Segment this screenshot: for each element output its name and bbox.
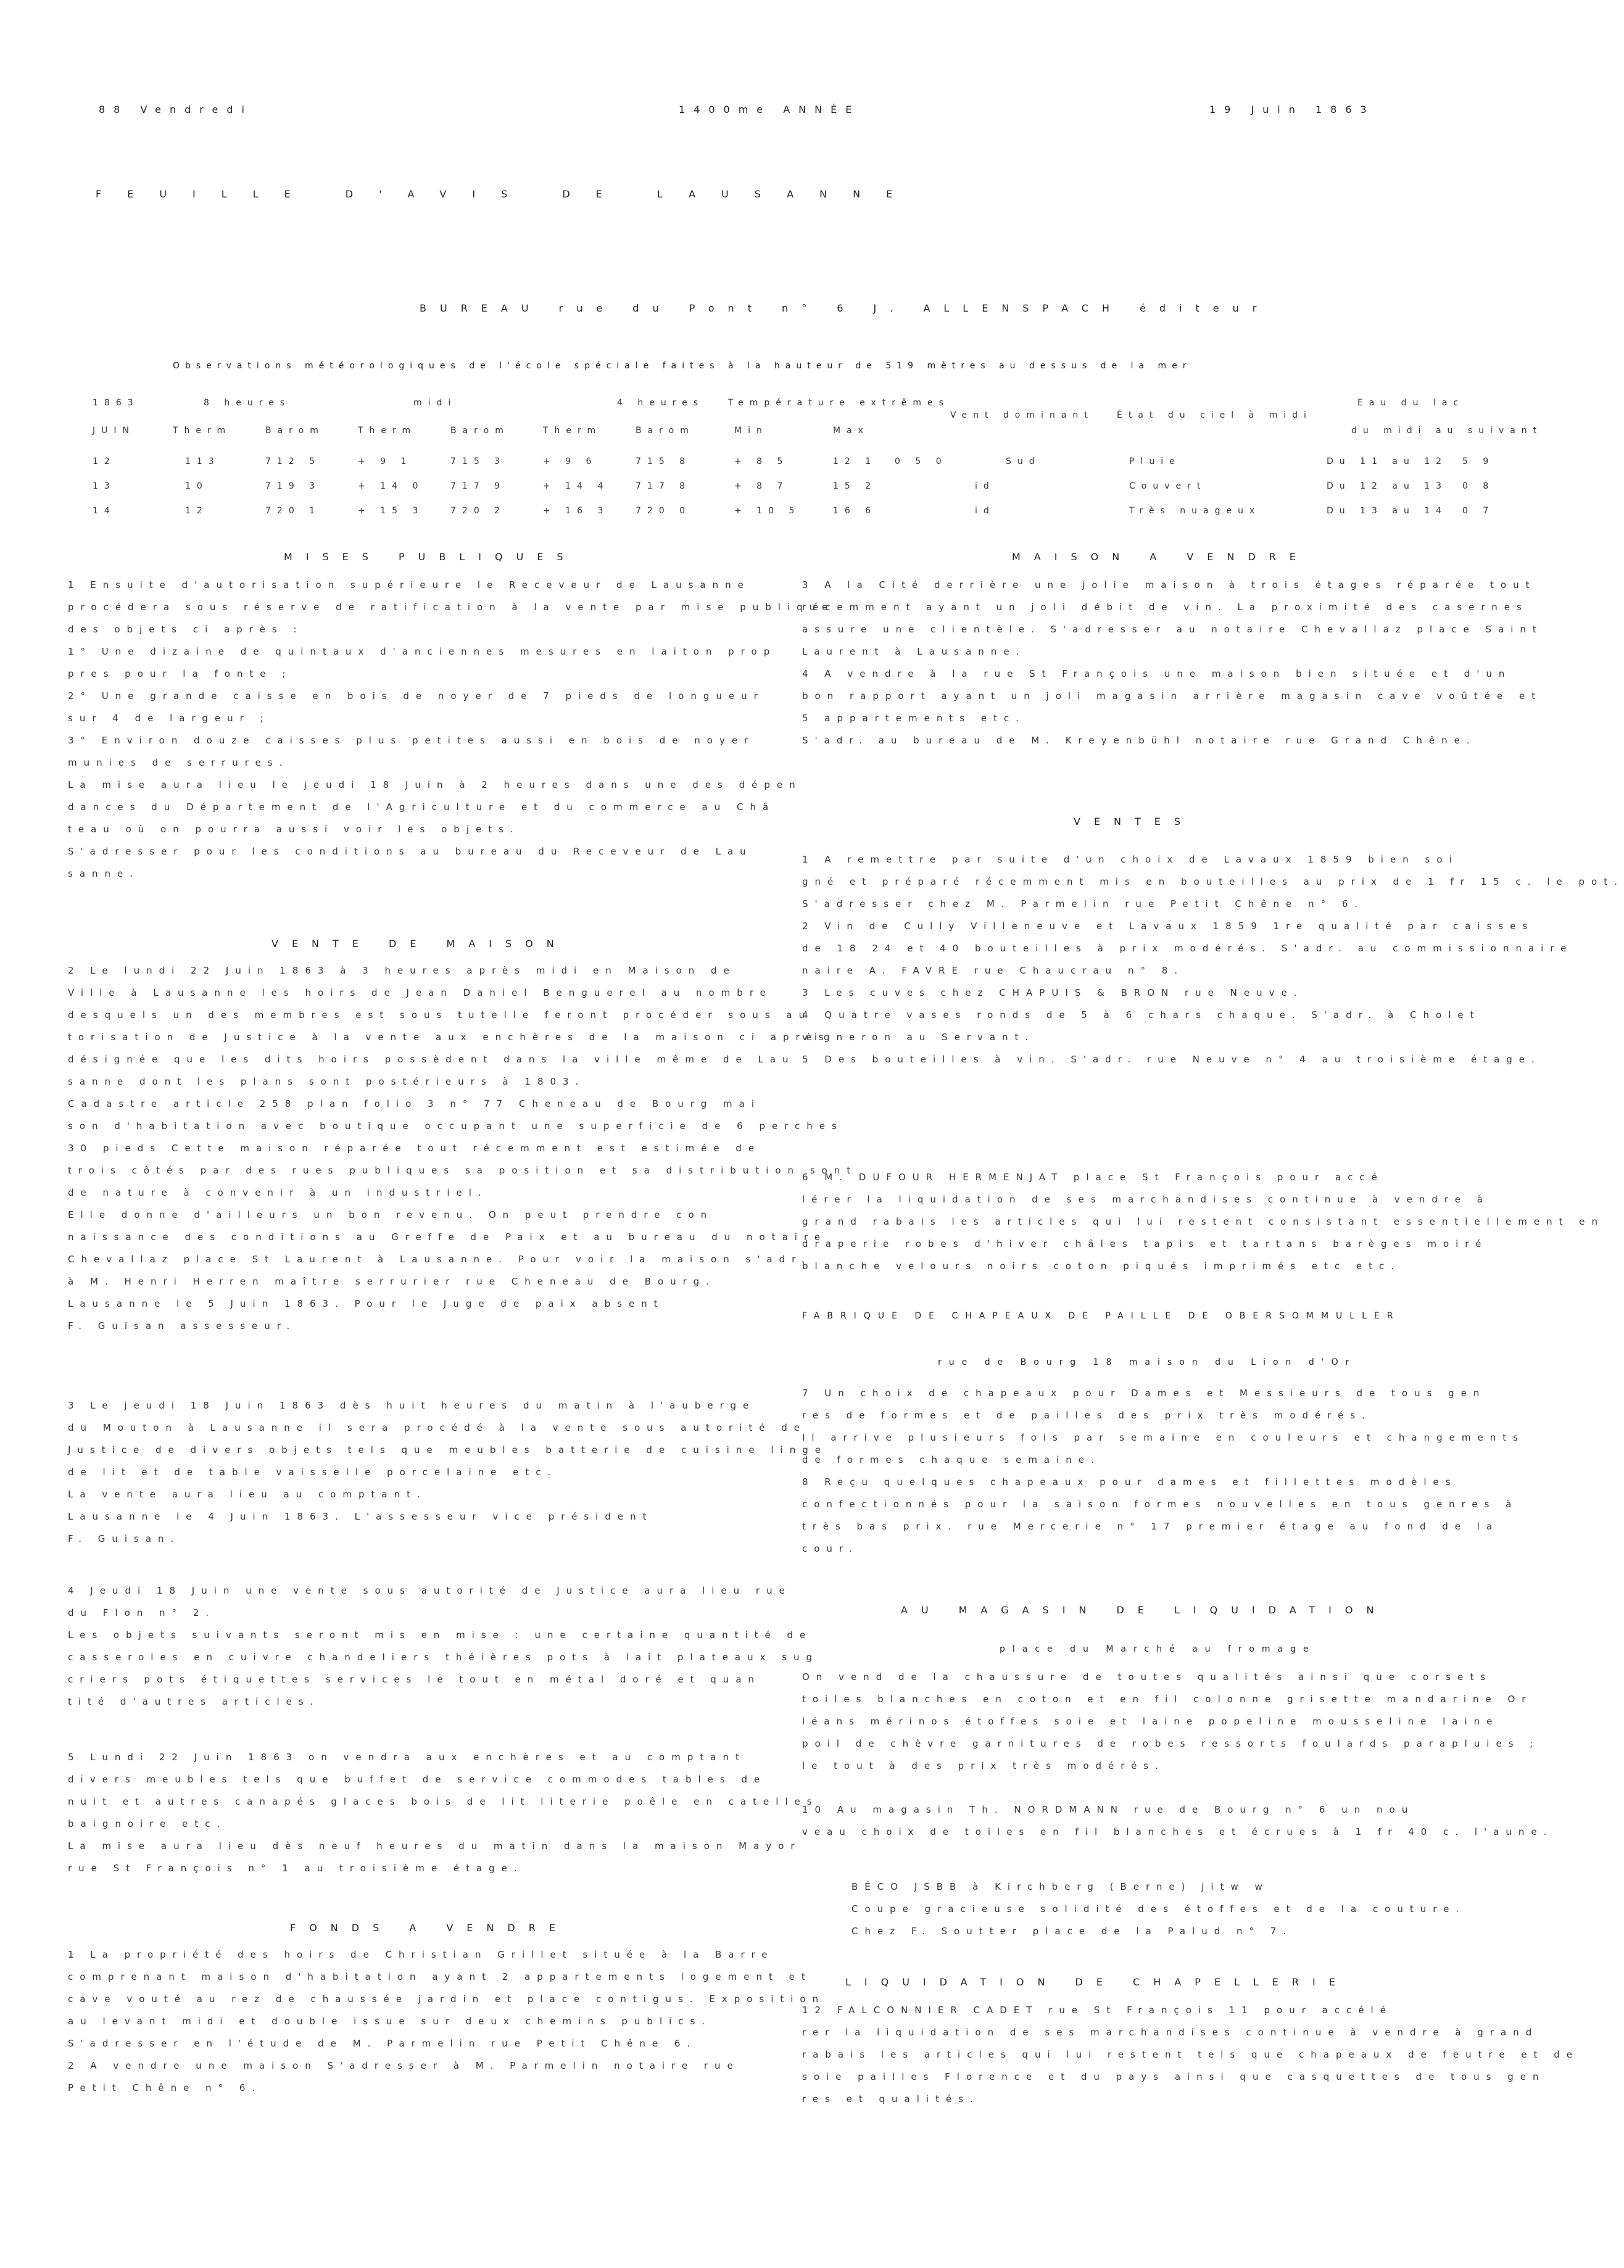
left-block-3: [68, 1394, 827, 1550]
right-block-1: [802, 574, 1543, 751]
obs-r1-c5: + 9 6: [543, 457, 598, 466]
obs-h1-vent: Vent dominant: [950, 410, 1094, 420]
text-line: Chevallaz place St Laurent à Lausanne. Pour voir la maison s'adr.: [68, 1254, 811, 1265]
obs-h1-temp: Température extrêmes: [728, 398, 950, 408]
text-line: blanche velours noirs coton piqués imprimés etc etc.: [802, 1260, 1401, 1272]
text-line: confectionnés pour la saison formes nouvelles en tous genres à: [802, 1499, 1518, 1510]
obs-r3-c3: + 15 3: [358, 506, 425, 516]
right-block-2: [802, 848, 1624, 1070]
left-block-5: [68, 1746, 819, 1879]
obs-r1-c10: Sud: [1006, 457, 1041, 466]
right-block-7: [851, 1876, 1518, 1942]
obs-h2-barom1: Barom: [265, 426, 325, 436]
text-line: res et qualités.: [802, 2093, 980, 2105]
obs-r2-c2: 719 3: [265, 481, 321, 491]
text-line: trois côtés par des rues publiques sa position et sa distribution sont: [68, 1165, 858, 1176]
text-line: rer la liquidation de ses marchandises continue à vendre à grand: [802, 2027, 1539, 2038]
text-line: casseroles en cuivre chandeliers théières pots à lait plateaux sug: [68, 1652, 819, 1663]
left-block-6: [68, 1943, 826, 2099]
text-line: léans mérinos étoffes soie et laine popeline mousseline laine: [802, 1716, 1499, 1727]
text-line: Cadastre article 258 plan folio 3 n° 77 Cheneau de Bourg mai: [68, 1098, 761, 1109]
text-line: grand rabais les articles qui lui restent consistant essentiellement en: [802, 1216, 1604, 1227]
text-line: poil de chèvre garnitures de robes ressorts foulards parapluies ;: [802, 1738, 1540, 1749]
text-line: La mise aura lieu le jeudi 18 Juin à 2 heures dans une des dépen: [68, 779, 802, 790]
text-line: 3 A la Cité derrière une jolie maison à trois étages réparée tout: [802, 579, 1536, 590]
obs-h1-eau: Eau du lac: [1357, 398, 1465, 408]
text-line: dances du Département de l'Agriculture et du commerce au Châ: [68, 801, 776, 813]
issue-number: 88 Vendredi: [99, 104, 253, 115]
text-line: 4 A vendre à la rue St François une maison bien située et d'un: [802, 668, 1512, 679]
text-line: de nature à convenir à un industriel.: [68, 1187, 488, 1198]
obs-r3-c12: Du 13 au 14: [1327, 506, 1448, 516]
text-line: naire A. FAVRE rue Chaucrau n° 8.: [802, 965, 1185, 976]
text-line: torisation de Justice à la vente aux enchères de la maison ci après: [68, 1032, 831, 1043]
text-line: Il arrive plusieurs fois par semaine en couleurs et changements: [802, 1432, 1525, 1443]
text-line: desquels un des membres est sous tutelle feront procéder sous au: [68, 1009, 812, 1020]
obs-r3-c6: 720 0: [636, 506, 692, 516]
heading-vente-de-maison: VENTE DE MAISON: [271, 938, 568, 950]
right-block-3: [802, 1166, 1604, 1277]
text-line: La mise aura lieu dès neuf heures du matin dans la maison Mayor: [68, 1840, 802, 1852]
text-line: de 18 24 et 40 bouteilles à prix modérés. S'adr. au commissionnaire: [802, 943, 1573, 954]
text-line: de formes chaque semaine.: [802, 1454, 1101, 1465]
text-line: Elle donne d'ailleurs un bon revenu. On peut prendre con: [68, 1209, 714, 1220]
obs-r3-c1: 12: [185, 506, 209, 516]
heading-magasin-liquidation: AU MAGASIN DE LIQUIDATION: [901, 1604, 1388, 1616]
heading-ventes: VENTES: [1074, 816, 1195, 827]
text-line: Petit Chêne n° 6.: [68, 2082, 262, 2093]
text-line: récemment ayant un joli débit de vin. La proximité des casernes: [802, 602, 1528, 613]
obs-r1-c0: 12: [93, 457, 116, 466]
text-line: désignée que les dits hoirs possèdent dans la ville même de Lau: [68, 1054, 795, 1065]
text-line: rue St François n° 1 au troisième étage.: [68, 1863, 524, 1874]
heading-fonds-a-vendre: FONDS A VENDRE: [290, 1922, 569, 1934]
obs-r1-c4: 715 3: [450, 457, 507, 466]
text-line: On vend de la chaussure de toutes qualités ainsi que corsets: [802, 1671, 1493, 1682]
text-line: nuit et autres canapés glaces bois de lit literie poêle en catelles: [68, 1796, 819, 1807]
text-line: teau où on pourra aussi voir les objets.: [68, 824, 520, 835]
obs-h1-year: 1863: [93, 398, 139, 408]
obs-h1-4h: 4 heures: [617, 398, 705, 408]
obs-h1-8h: 8 heures: [204, 398, 291, 408]
text-line: sanne dont les plans sont postérieurs à 1803.: [68, 1076, 586, 1087]
text-line: tité d'autres articles.: [68, 1696, 320, 1707]
text-line: 7 Un choix de chapeaux pour Dames et Messieurs de tous gen: [802, 1388, 1486, 1399]
text-line: 5 appartements etc.: [802, 713, 1025, 724]
text-line: 2 A vendre une maison S'adresser à M. Parmelin notaire rue: [68, 2060, 740, 2071]
text-line: 3° Environ douze caisses plus petites aussi en bois de noyer: [68, 735, 755, 746]
obs-r2-c6: 717 8: [636, 481, 692, 491]
text-line: S'adresser pour les conditions au bureau du Receveur de Lau: [68, 846, 753, 857]
text-line: 1 La propriété des hoirs de Christian Grillet située à la Barre: [68, 1949, 774, 1960]
text-line: Ville à Lausanne les hoirs de Jean Daniel Benguerel au nombre: [68, 987, 773, 998]
obs-h2-barom2: Barom: [450, 426, 510, 436]
text-line: divers meubles tels que buffet de service commodes tables de: [68, 1774, 767, 1785]
text-line: soie pailles Florence et du pays ainsi que casquettes de tous gen: [802, 2071, 1546, 2082]
text-line: S'adresser chez M. Parmelin rue Petit Chêne n° 6.: [802, 898, 1365, 909]
text-line: pres pour la fonte ;: [68, 668, 292, 679]
right-block-5: [802, 1666, 1540, 1777]
text-line: S'adresser en l'étude de M. Parmelin rue Petit Chêne 6.: [68, 2038, 697, 2049]
obs-r2-c11: Couvert: [1129, 481, 1207, 491]
text-line: 1° Une dizaine de quintaux d'anciennes mesures en laiton prop: [68, 646, 777, 657]
obs-r1-c6: 715 8: [636, 457, 692, 466]
text-line: le tout à des prix très modérés.: [802, 1760, 1165, 1771]
text-line: 4 Jeudi 18 Juin une vente sous autorité de Justice aura lieu rue: [68, 1585, 792, 1596]
obs-h2-juin: JUIN: [93, 426, 135, 436]
text-line: 30 pieds Cette maison réparée tout récemment est estimée de: [68, 1143, 761, 1154]
text-line: très bas prix. rue Mercerie n° 17 premier étage au fond de la: [802, 1521, 1499, 1532]
text-line: 3 Les cuves chez CHAPUIS & BRON rue Neuve.: [802, 987, 1304, 998]
observations-title: Observations météorologiques de l'école spéciale faites à la hauteur de 519 mètres au dessus de la mer: [173, 361, 1192, 371]
obs-h1-ciel: État du ciel à midi: [1117, 410, 1312, 420]
text-line: assure une clientèle. S'adresser au notaire Chevallaz place Saint: [802, 624, 1543, 635]
text-line: 2 Le lundi 22 Juin 1863 à 3 heures après midi en Maison de: [68, 965, 736, 976]
newspaper-title: FEUILLE D'AVIS DE LAUSANNE: [96, 188, 919, 200]
obs-r2-c12: Du 12 au 13: [1327, 481, 1448, 491]
text-line: toiles blanches en coton et en fil colonne grisette mandarine Or: [802, 1694, 1533, 1705]
text-line: munies de serrures.: [68, 757, 289, 768]
text-line: 5 Lundi 22 Juin 1863 on vendra aux enchères et au comptant: [68, 1752, 746, 1763]
obs-r3-c5: + 16 3: [543, 506, 610, 516]
year-label: 1400me ANNÉE: [679, 104, 861, 115]
obs-h2-eau: du midi au suivant: [1351, 426, 1543, 436]
obs-r1-c7: + 8 5: [734, 457, 789, 466]
text-line: S'adr. au bureau de M. Kreyenbühl notaire rue Grand Chêne.: [802, 735, 1477, 746]
obs-h2-therm3: Therm: [543, 426, 602, 436]
text-line: 2° Une grande caisse en bois de noyer de 7 pieds de longueur: [68, 690, 764, 702]
obs-r2-c0: 13: [93, 481, 116, 491]
text-line: Lausanne le 4 Juin 1863. L'assesseur vice président: [68, 1511, 653, 1522]
right-block-8: [802, 1999, 1579, 2110]
text-line: gné et préparé récemment mis en bouteilles au prix de 1 fr 15 c. le pot.: [802, 876, 1624, 887]
text-line: cave vouté au rez de chaussée jardin et place contigus. Exposition: [68, 1993, 826, 2005]
text-line: sur 4 de largeur ;: [68, 713, 270, 724]
text-line: Chez F. Soutter place de la Palud n° 7.: [851, 1926, 1293, 1937]
text-line: res de formes et de pailles des prix très modérés.: [802, 1410, 1372, 1421]
obs-r3-c4: 720 2: [450, 506, 507, 516]
text-line: F. Guisan.: [68, 1533, 181, 1544]
obs-r2-c5: + 14 4: [543, 481, 610, 491]
text-line: 5 Des bouteilles à vin. S'adr. rue Neuve n° 4 au troisième étage.: [802, 1054, 1541, 1065]
text-line: criers pots étiquettes services le tout en métal doré et quan: [68, 1674, 761, 1685]
text-line: son d'habitation avec boutique occupant une superficie de 6 perches: [68, 1120, 843, 1132]
text-line: bon rapport ayant un joli magasin arrière magasin cave voûtée et: [802, 690, 1543, 702]
text-line: draperie robes d'hiver châles tapis et tartans barèges moiré: [802, 1238, 1488, 1249]
text-line: baignoire etc.: [68, 1818, 227, 1829]
text-line: veau choix de toiles en fil blanches et écrues à 1 fr 40 c. l'aune.: [802, 1826, 1554, 1837]
obs-r1-c8: 12 1: [833, 457, 877, 466]
bureau-line: BUREAU rue du Pont n° 6 J. ALLENSPACH éditeur: [420, 302, 1270, 314]
text-line: au levant midi et double issue sur deux chemins publics.: [68, 2016, 712, 2027]
obs-r2-c7: + 8 7: [734, 481, 789, 491]
heading-maison-a-vendre: MAISON A VENDRE: [1012, 551, 1309, 563]
text-line: lérer la liquidation de ses marchandises continue à vendre à: [802, 1194, 1489, 1205]
text-line: à M. Henri Herren maître serrurier rue Cheneau de Bourg.: [68, 1276, 716, 1287]
obs-h2-barom3: Barom: [636, 426, 695, 436]
obs-h2-max: Max: [833, 426, 869, 436]
obs-r2-c4: 717 9: [450, 481, 507, 491]
obs-r3-c2: 720 1: [265, 506, 321, 516]
left-block-1: [68, 574, 835, 885]
heading-mises-publiques: MISES PUBLIQUES: [284, 551, 577, 563]
obs-r2-c3: + 14 0: [358, 481, 425, 491]
obs-h1-midi: midi: [413, 398, 457, 408]
text-line: 4 Quatre vases ronds de 5 à 6 chars chaque. S'adr. à Cholet: [802, 1009, 1481, 1020]
text-line: 1 A remettre par suite d'un choix de Lavaux 1859 bien soi: [802, 854, 1459, 865]
text-line: 1 Ensuite d'autorisation supérieure le Receveur de Lausanne: [68, 579, 750, 590]
obs-r1-c1: 113: [185, 457, 220, 466]
text-line: 10 Au magasin Th. NORDMANN rue de Bourg n° 6 un nou: [802, 1804, 1415, 1815]
heading-fabrique-chapeaux: FABRIQUE DE CHAPEAUX DE PAILLE DE OBERSOMMULLER: [802, 1311, 1401, 1321]
obs-h2-therm1: Therm: [173, 426, 232, 436]
text-line: 3 Le jeudi 18 Juin 1863 dès huit heures du matin à l'auberge: [68, 1400, 756, 1411]
obs-r1-c9: 0 5 0: [895, 457, 948, 466]
obs-r1-c11: Pluie: [1129, 457, 1181, 466]
text-line: rabais les articles qui lui restent tels que chapeaux de feutre et de: [802, 2049, 1579, 2060]
obs-r3-c13: 0 7: [1462, 506, 1495, 516]
text-line: naissance des conditions au Greffe de Paix et au bureau du notaire: [68, 1231, 827, 1243]
text-line: du Flon n° 2.: [68, 1607, 216, 1618]
text-line: Les objets suivants seront mis en mise : une certaine quantité de: [68, 1629, 813, 1641]
left-block-2: [68, 959, 858, 1337]
text-line: F. Guisan assesseur.: [68, 1320, 297, 1331]
issue-date: 19 Juin 1863: [1209, 104, 1375, 115]
text-line: 12 FALCONNIER CADET rue St François 11 pour accélé: [802, 2005, 1393, 2016]
text-line: La vente aura lieu au comptant.: [68, 1489, 427, 1500]
obs-r1-c13: 5 9: [1462, 457, 1495, 466]
text-line: de lit et de table vaisselle porcelaine etc.: [68, 1467, 558, 1478]
heading-liquidation-chapellerie: LIQUIDATION DE CHAPELLERIE: [845, 1976, 1349, 1988]
text-line: Justice de divers objets tels que meubles batterie de cuisine linge: [68, 1444, 827, 1455]
text-line: Laurent à Lausanne.: [802, 646, 1026, 657]
text-line: procédera sous réserve de ratification à la vente par mise publique: [68, 602, 835, 613]
obs-r2-c13: 0 8: [1462, 481, 1495, 491]
text-line: sanne.: [68, 868, 140, 879]
text-line: 2 Vin de Cully Villeneuve et Lavaux 1859 1re qualité par caisses: [802, 921, 1535, 932]
text-line: du Mouton à Lausanne il sera procédé à la vente sous autorité de: [68, 1422, 806, 1433]
obs-r1-c12: Du 11 au 12: [1327, 457, 1448, 466]
text-line: vigneron au Servant.: [802, 1032, 1035, 1043]
obs-r1-c3: + 9 1: [358, 457, 413, 466]
observations-table: [93, 398, 1543, 521]
obs-r3-c8: 16 6: [833, 506, 877, 516]
obs-h2-min: Min: [734, 426, 768, 436]
text-line: 6 M. DUFOUR HERMENJAT place St François pour accé: [802, 1172, 1384, 1183]
obs-r3-c11: Très nuageux: [1129, 506, 1261, 516]
obs-r2-c8: 15 2: [833, 481, 877, 491]
text-line: BÉCO JSBB à Kirchberg (Berne) jitw w: [851, 1881, 1269, 1892]
text-line: Coupe gracieuse solidité des étoffes et de la couture.: [851, 1903, 1466, 1914]
obs-r2-c9: id: [975, 481, 995, 491]
obs-r1-c2: 712 5: [265, 457, 321, 466]
subheading-fabrique-address: rue de Bourg 18 maison du Lion d'Or: [938, 1357, 1357, 1367]
obs-r3-c9: id: [975, 506, 995, 516]
subheading-place-marche: place du Marché au fromage: [1000, 1644, 1316, 1654]
obs-h2-therm2: Therm: [358, 426, 417, 436]
obs-r3-c0: 14: [93, 506, 116, 516]
text-line: 8 Reçu quelques chapeaux pour dames et fillettes modèles: [802, 1476, 1457, 1488]
text-line: comprenant maison d'habitation ayant 2 appartements logement et: [68, 1971, 812, 1982]
right-block-4: [802, 1382, 1525, 1560]
right-block-6: [802, 1798, 1554, 1843]
text-line: Lausanne le 5 Juin 1863. Pour le Juge de paix absent: [68, 1298, 665, 1309]
obs-r3-c7: + 10 5: [734, 506, 801, 516]
left-block-4: [68, 1579, 819, 1713]
text-line: cour.: [802, 1543, 859, 1554]
text-line: des objets ci après :: [68, 624, 304, 635]
obs-r2-c1: 10: [185, 481, 209, 491]
